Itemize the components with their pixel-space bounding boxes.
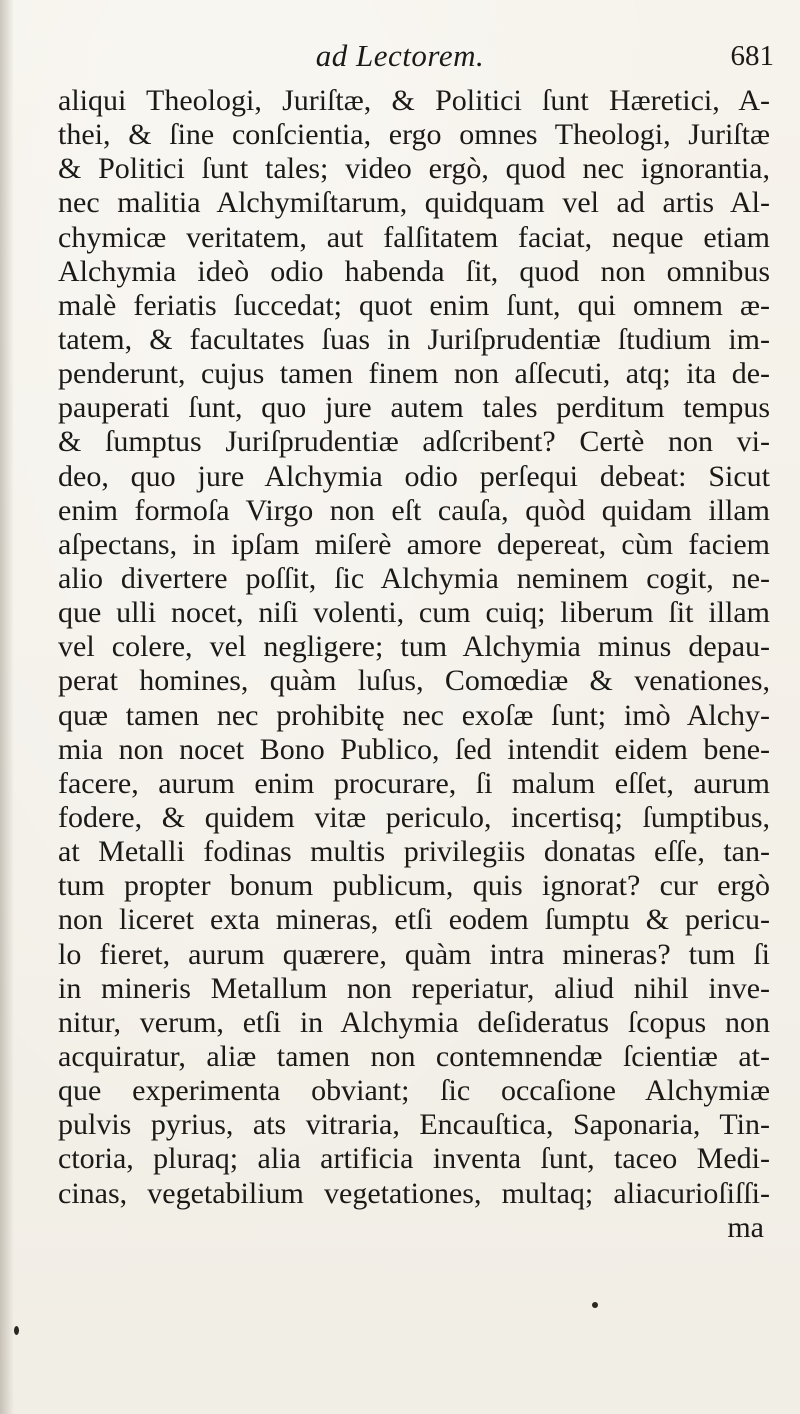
text-line: vel colere, vel negligere; tum Alchymia minus depau- [58, 630, 770, 664]
text-line: tum propter bonum publicum, quis ignorat? cur ergò [58, 869, 770, 903]
text-line: malè feriatis ſuccedat; quot enim ſunt, qui omnem æ- [58, 288, 770, 322]
text-line: in mineris Metallum non reperiatur, aliud nihil inve- [58, 971, 770, 1005]
body-text [58, 84, 770, 1245]
text-line: & Politici ſunt tales; video ergò, quod nec ignorantia, [58, 152, 770, 186]
text-line: & ſumptus Juriſprudentiæ adſcribent? Certè non vi- [58, 425, 770, 459]
ink-speck [592, 1302, 598, 1308]
text-line: ctoria, pluraq; alia artificia inventa ſunt, taceo Medi- [58, 1142, 770, 1176]
text-line: pauperati ſunt, quo jure autem tales perditum tempus [58, 391, 770, 425]
page-number: 681 [730, 40, 774, 72]
binding-shadow [0, 0, 14, 1414]
text-line: nitur, verum, etſi in Alchymia deſideratus ſcopus non [58, 1005, 770, 1039]
text-line: deo, quo jure Alchymia odio perſequi debeat: Sicut [58, 459, 770, 493]
text-line: que ulli nocet, niſi volenti, cum cuiq; liberum ſit illam [58, 596, 770, 630]
text-line: at Metalli fodinas multis privilegiis donatas eſſe, tan- [58, 835, 770, 869]
text-line: cinas, vegetabilium vegetationes, multaq; aliacurioſiſſi- [58, 1176, 770, 1210]
text-line: pulvis pyrius, ats vitraria, Encauſtica, Saponaria, Tin- [58, 1108, 770, 1142]
text-line: aliqui Theologi, Juriſtæ, & Politici ſunt Hæretici, A- [58, 84, 770, 117]
text-line: mia non nocet Bono Publico, ſed intendit eidem bene- [58, 732, 770, 766]
text-line: quæ tamen nec prohibitę nec exoſæ ſunt; imò Alchy- [58, 698, 770, 732]
text-line: penderunt, cujus tamen finem non aſſecuti, atq; ita de- [58, 357, 770, 391]
text-line: perat homines, quàm luſus, Comœdiæ & venationes, [58, 664, 770, 698]
page-header [0, 34, 800, 78]
text-line: alio divertere poſſit, ſic Alchymia neminem cogit, ne- [58, 561, 770, 595]
text-line: non liceret exta mineras, etſi eodem ſumptu & pericu- [58, 903, 770, 937]
text-line: fodere, & quidem vitæ periculo, incertisq; ſumptibus, [58, 800, 770, 834]
text-line: tatem, & facultates ſuas in Juriſprudentiæ ſtudium im- [58, 322, 770, 356]
text-line: enim formoſa Virgo non eſt cauſa, quòd quidam illam [58, 493, 770, 527]
text-line: que experimenta obviant; ſic occaſione Alchymiæ [58, 1074, 770, 1108]
running-head: ad Lectorem. [315, 38, 485, 73]
catchword: ma [727, 1210, 764, 1244]
text-line: thei, & ſine conſcientia, ergo omnes Theologi, Juriſtæ [58, 118, 770, 152]
text-line: chymicæ veritatem, aut falſitatem faciat, neque etiam [58, 220, 770, 254]
text-line: lo fieret, aurum quærere, quàm intra mineras? tum ſi [58, 937, 770, 971]
text-line: Alchymia ideò odio habenda ſit, quod non omnibus [58, 254, 770, 288]
text-line: facere, aurum enim procurare, ſi malum eſſet, aurum [58, 766, 770, 800]
text-line: aſpectans, in ipſam miſerè amore depereat, cùm faciem [58, 527, 770, 561]
ink-speck [14, 1326, 19, 1335]
text-line: nec malitia Alchymiſtarum, quidquam vel ad artis Al- [58, 186, 770, 220]
text-line: acquiratur, aliæ tamen non contemnendæ ſcientiæ at- [58, 1039, 770, 1073]
